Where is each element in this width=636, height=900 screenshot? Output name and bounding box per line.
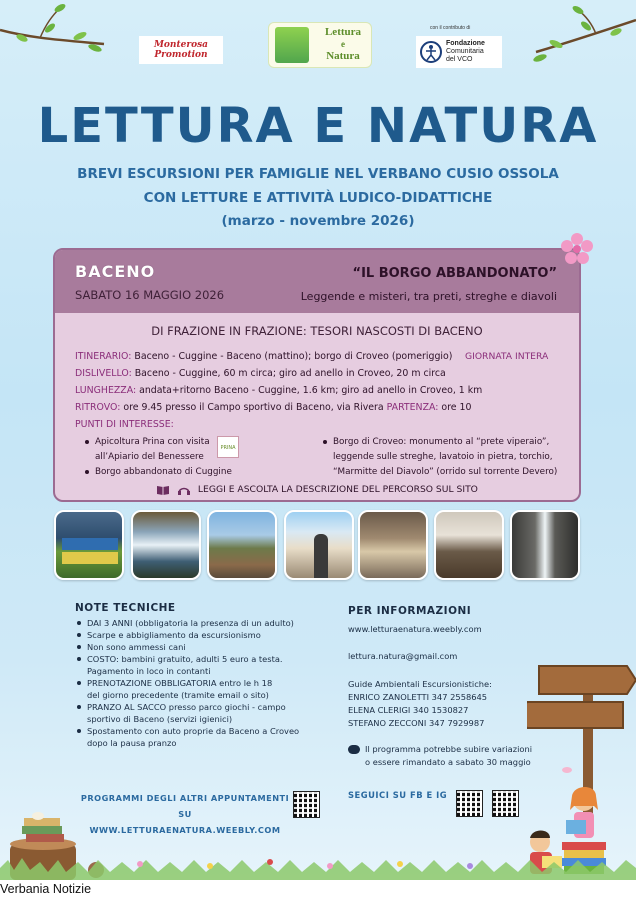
monterosa-logo-line2: Promotion xyxy=(154,50,208,60)
list-item: PRENOTAZIONE OBBLIGATORIA entro le h 18 del giorno precedente (tramite email o sito) xyxy=(75,677,330,701)
departure-label: PARTENZA: xyxy=(386,402,439,413)
monterosa-promotion-logo xyxy=(139,36,223,64)
meeting-label: RITROVO: xyxy=(75,402,121,413)
guide-contact: ELENA CLERIGI 340 1530827 xyxy=(348,705,469,715)
lettura-e-natura-logo xyxy=(268,22,372,68)
qr-code-facebook[interactable] xyxy=(456,790,483,817)
event-place: BACENO xyxy=(75,262,156,281)
guides-title: Guide Ambientali Escursionistiche: xyxy=(348,679,492,689)
subtitle-line-2: CON LETTURE E ATTIVITÀ LUDICO-DIDATTICHE xyxy=(143,190,493,206)
itinerary-value: Baceno - Cuggine - Baceno (mattino); borgo di Croveo (pomeriggio) xyxy=(134,351,453,362)
itinerary-label: ITINERARIO: xyxy=(75,351,132,362)
branch-right-decoration xyxy=(526,0,636,70)
length-row xyxy=(75,385,482,396)
list-item: Spostamento con auto proprie da Baceno a Croveo dopo la pausa pranzo xyxy=(75,725,330,749)
wine-press-photo xyxy=(434,510,504,580)
village-photo xyxy=(207,510,277,580)
poi-list-left xyxy=(85,435,232,480)
subtitle-line-1: BREVI ESCURSIONI PER FAMIGLIE NEL VERBANO CUSIO OSSOLA xyxy=(77,166,559,182)
contribution-note: con il contributo di xyxy=(430,25,471,31)
list-item: Borgo di Croveo: monumento al “prete viperaio”, xyxy=(323,435,557,450)
length-label: LUNGHEZZA: xyxy=(75,385,137,396)
programs-link[interactable] xyxy=(80,790,290,838)
fondazione-logo xyxy=(416,36,502,68)
list-item: “Marmitte del Diavolo” (orrido sul torrente Devero) xyxy=(333,467,558,477)
person-in-circle-icon xyxy=(420,41,442,63)
list-item: Scarpe e abbigliamento da escursionismo xyxy=(75,629,330,641)
programs-line-2: WWW.LETTURAENATURA.WEEBLY.COM xyxy=(89,825,281,835)
route-section-title: DI FRAZIONE IN FRAZIONE: TESORI NASCOSTI DI BACENO xyxy=(151,324,483,338)
technical-notes-title: NOTE TECNICHE xyxy=(75,602,176,614)
social-follow-text: SEGUICI SU FB E IG xyxy=(348,790,448,800)
source-credit: Verbania Notizie xyxy=(0,882,92,896)
open-book-icon xyxy=(156,485,170,495)
beehives-photo xyxy=(54,510,124,580)
mill-interior-photo xyxy=(358,510,428,580)
info-title: PER INFORMAZIONI xyxy=(348,605,472,617)
full-day-label: GIORNATA INTERA xyxy=(465,351,549,362)
flower-decoration xyxy=(560,232,594,266)
event-tagline: Leggende e misteri, tra preti, streghe e diavoli xyxy=(300,290,557,303)
list-item: all’Apiario del Benessere xyxy=(95,452,204,462)
website-link[interactable]: www.letturaenatura.weebly.com xyxy=(348,624,482,634)
weather-line-2: o essere rimandato a sabato 30 maggio xyxy=(365,757,531,767)
prina-logo: PRINA xyxy=(217,436,239,458)
fondazione-line1: Fondazione xyxy=(446,40,485,47)
branch-left-decoration xyxy=(0,0,110,70)
guide-contact: ENRICO ZANOLETTI 347 2558645 xyxy=(348,692,488,702)
email-link[interactable]: lettura.natura@gmail.com xyxy=(348,651,458,661)
technical-notes-list xyxy=(75,617,330,749)
qr-code-instagram[interactable] xyxy=(492,790,519,817)
event-title: “IL BORGO ABBANDONATO” xyxy=(352,266,557,281)
monterosa-logo-line1: Monterosa xyxy=(153,40,209,50)
elevation-value: Baceno - Cuggine, 60 m circa; giro ad anello in Croveo, 20 m circa xyxy=(134,368,446,379)
event-card xyxy=(53,248,581,502)
grass-and-flowers-border xyxy=(0,850,636,880)
programs-line-1: PROGRAMMI DEGLI ALTRI APPUNTAMENTI SU xyxy=(80,793,290,819)
qr-code-website[interactable] xyxy=(293,791,320,818)
rain-cloud-icon xyxy=(348,745,360,754)
listen-text: LEGGI E ASCOLTA LA DESCRIZIONE DEL PERCORSO SUL SITO xyxy=(197,484,478,495)
meeting-value: ore 9.45 presso il Campo sportivo di Baceno, via Rivera xyxy=(123,402,384,413)
list-item: Non sono ammessi cani xyxy=(75,641,330,653)
length-value: andata+ritorno Baceno - Cuggine, 1.6 km; giro ad anello in Croveo, 1 km xyxy=(139,385,483,396)
list-item: Borgo abbandonato di Cuggine xyxy=(85,465,232,480)
weather-note xyxy=(348,743,532,769)
list-item: leggende sulle streghe, lavatoio in pietra, torchio, xyxy=(333,452,553,462)
elevation-label: DISLIVELLO: xyxy=(75,368,132,379)
list-item: DAI 3 ANNI (obbligatoria la presenza di un adulto) xyxy=(75,617,330,629)
fondazione-line3: del VCO xyxy=(446,56,473,63)
meeting-row xyxy=(75,402,471,413)
monument-photo xyxy=(284,510,354,580)
book-icon xyxy=(275,27,309,63)
waterfall-photo xyxy=(131,510,201,580)
list-item: COSTO: bambini gratuito, adulti 5 euro a testa. Pagamento in loco in contanti xyxy=(75,653,330,677)
listen-link[interactable] xyxy=(55,484,579,495)
elevation-row xyxy=(75,368,446,379)
departure-value: ore 10 xyxy=(441,402,472,413)
event-header xyxy=(55,250,579,313)
guides-block xyxy=(348,678,492,730)
fondazione-line2: Comunitaria xyxy=(446,48,484,55)
list-item: Apicoltura Prina con visita xyxy=(85,435,232,450)
headphones-icon xyxy=(177,485,191,495)
points-of-interest-label: PUNTI DI INTERESSE: xyxy=(75,419,174,430)
poi-list-right xyxy=(323,435,557,480)
gorge-photo xyxy=(510,510,580,580)
points-of-interest-row xyxy=(75,419,174,430)
itinerary-row xyxy=(75,351,452,362)
guide-contact: STEFANO ZECCONI 347 7929987 xyxy=(348,718,485,728)
list-item: PRANZO AL SACCO presso parco giochi - campo sportivo di Baceno (servizi igienici) xyxy=(75,701,330,725)
lettura-logo-line1: Lettura xyxy=(324,26,362,38)
period-label: (marzo - novembre 2026) xyxy=(221,213,415,229)
page-title: LETTURA E NATURA xyxy=(37,98,599,154)
photo-strip xyxy=(54,510,582,586)
event-date: SABATO 16 MAGGIO 2026 xyxy=(75,288,225,302)
weather-line-1: Il programma potrebbe subire variazioni xyxy=(365,744,533,754)
lettura-logo-line3: Natura xyxy=(326,50,360,62)
lettura-logo-line2: e xyxy=(341,39,345,49)
